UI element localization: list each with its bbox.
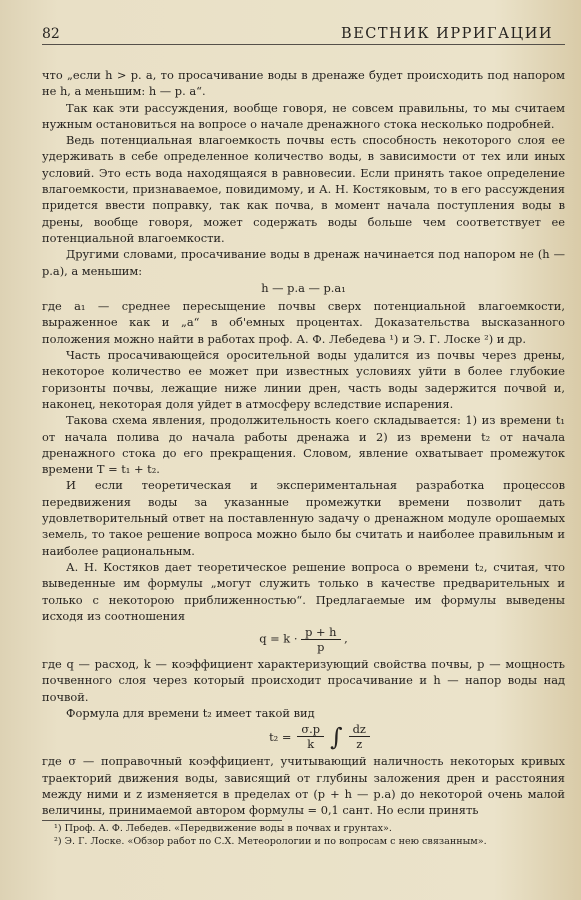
paragraph: Ведь потенциальная влагоемкость почвы есть способность некоторого слоя ее удерживать в себе определенное количество воды, в зависимости от тех или иных условий. Это есть вода находящаяся в равновесии. Если принять такое определение влагоемкости, признаваемое, повидимому, и А. Н. Костяковым, то в его рассуждения придется ввести поправку, так как почва, в момент начала поступления воды в дрены, вообще говоря, может содержать воды больше чем соответствует ее потенциальной влагоемкости. [42, 133, 565, 245]
footnote: ²) Э. Г. Лоске. «Обзор работ по С.Х. Метеорологии и по вопросам с нею связанным». [54, 836, 487, 848]
paragraph: Другими словами, просачивание воды в дренаж начинается под напором не (h — p.a), а меньшим: [42, 247, 565, 278]
fraction-denominator: p [317, 640, 325, 655]
fraction-denominator: k [307, 737, 315, 752]
paragraph: где q — расход, k — коэффициент характеризующий свойства почвы, p — мощность почвенного слоя через который происходит просачивание и h — напор воды над почвой. [42, 657, 565, 704]
paragraph: Формула для времени t₂ имеет такой вид [66, 705, 315, 720]
fraction-numerator: dz [349, 722, 370, 737]
fraction [297, 722, 324, 751]
paragraph: И если теоретическая и экспериментальная разработка процессов передвижения воды за указанные промежутки времени позволит дать удовлетворительный ответ на поставленную задачу о дренажном модуле орошаемых земель, то такое решение вопроса можно было бы считать и наиболее правильным и наиболее рациональным. [42, 478, 565, 558]
article-body [42, 67, 565, 818]
fraction [349, 722, 370, 751]
footnotes [42, 820, 487, 848]
fraction-numerator: σ.p [297, 722, 324, 737]
fraction-numerator: p + h [301, 625, 340, 640]
paragraph: А. Н. Костяков дает теоретическое решение вопроса о времени t₂, считая, что выведенные им формулы „могут служить только в качестве предварительных и только с некоторою приближенностью“. Предлагаемые им формулы выведены исходя из соотношения [42, 559, 565, 623]
formula-pressure: h — p.a — p.a₁ [261, 280, 346, 295]
paragraph: Часть просачивающейся оросительной воды удалится из почвы через дрены, некоторое количество ее может при известных условиях уйти в более глубокие горизонты почвы, лежащие ниже линии дрен, часть воды задержится почвой и, наконец, некоторая доля уйдет в атмосферу вследствие испарения. [42, 348, 565, 411]
paragraph: где σ — поправочный коэффициент, учитывающий наличность некоторых кривых траекторий движения воды, зависящий от глубины заложения дрен и расстояния между ними и z изменяется в пределах от (p + h — p.a) до некоторой очень малой величины, принимаемой автором формулы = 0,1 сант. Но если принять [42, 754, 565, 818]
page-number: 82 [42, 26, 60, 42]
paragraph: Такова схема явления, продолжительность коего складывается: 1) из времени t₁ от начала полива до начала работы дренажа и 2) из времени t₂ от начала дренажного стока до его прекращения. Словом, явление охватывает промежуток времени T = t₁ + t₂. [42, 413, 565, 477]
formula-lhs: q = k · [259, 631, 298, 646]
paragraph: что „если h > p. a, то просачивание воды в дренаже будет происходить под напором не h, а меньшим: h — p. a“. [42, 68, 565, 99]
formula-lhs: t₂ = [269, 729, 292, 744]
page-header [42, 26, 565, 45]
paragraph: Так как эти рассуждения, вообще говоря, не совсем правильны, то мы считаем нужным остановиться на вопросе о начале дренажного стока несколько подробней. [42, 100, 565, 131]
journal-title: ВЕСТНИК ИРРИГАЦИИ [341, 26, 553, 42]
formula-discharge: q = k · $\frac{p + h}{p}$ , [259, 625, 348, 655]
fraction [301, 625, 340, 654]
paragraph: где a₁ — среднее пересыщение почвы сверх потенциальной влагоемкости, выраженное как и „a“ в об'емных процентах. Доказательства высказанного положения можно найти в работах проф. А. Ф. Лебедева ¹) и Э. Г. Лоске ²) и др. [42, 299, 565, 346]
footnote: ¹) Проф. А. Ф. Лебедев. «Передвижение воды в почвах и грунтах». [54, 823, 392, 835]
formula-time [74, 722, 565, 751]
fraction-denominator: z [356, 737, 363, 752]
integral-sign: ∫ [330, 722, 343, 751]
